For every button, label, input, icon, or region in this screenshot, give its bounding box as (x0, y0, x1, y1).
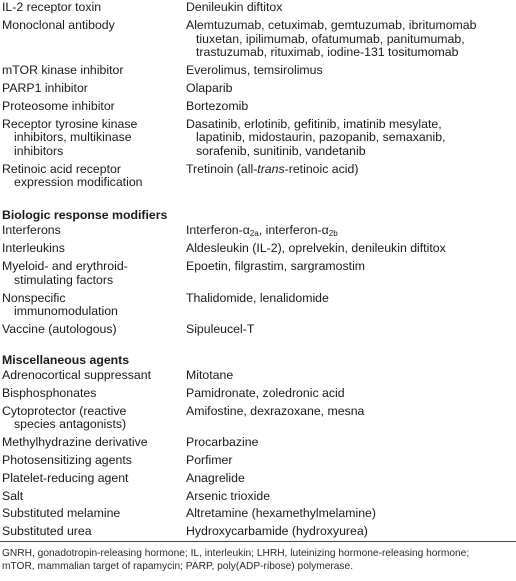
agents-text: Anagrelide (186, 470, 245, 485)
category-text: expression modification (14, 175, 143, 190)
row-agents (186, 19, 516, 60)
agents-text: Interferon-$\alpha_{2a}$, interferon-$\alpha_{2b}$ (186, 223, 338, 239)
row-category (0, 525, 186, 539)
agents-text: tiuxetan, ipilimumab, ofatumumab, panitumumab, (196, 31, 465, 46)
category-text: Retinoic acid receptor (2, 161, 121, 176)
agents-text: Aldesleukin (IL-2), oprelvekin, denileukin diftitox (186, 241, 446, 256)
category-text: Substituted melamine (2, 506, 121, 521)
row-agents (186, 387, 516, 401)
category-text: mTOR kinase inhibitor (2, 63, 124, 78)
category-text: Cytoprotector (reactive (2, 403, 127, 418)
table-row (0, 82, 516, 96)
row-agents (186, 224, 516, 238)
table-row (0, 100, 516, 114)
table-row (0, 1, 516, 15)
agents-text: Alemtuzumab, cetuximab, gemtuzumab, ibritumomab (186, 17, 477, 32)
category-text: Myeloid- and erythroid- (2, 259, 128, 274)
agents-text: Sipuleucel-T (186, 322, 255, 337)
section-biologic-response-modifiers (0, 208, 516, 336)
row-agents (186, 163, 516, 190)
category-text: inhibitors (14, 143, 64, 158)
row-agents (186, 507, 516, 521)
agents-text: Denileukin diftitox (186, 0, 283, 14)
agents-text: Everolimus, temsirolimus (186, 63, 323, 78)
table-row (0, 454, 516, 468)
row-category (0, 100, 186, 114)
row-agents (186, 292, 516, 319)
table-row (0, 405, 516, 432)
row-category (0, 387, 186, 401)
row-category (0, 82, 186, 96)
category-text: inhibitors, multikinase (14, 130, 132, 145)
agents-text: Epoetin, filgrastim, sargramostim (186, 259, 366, 274)
agents-text: Arsenic trioxide (186, 488, 271, 503)
table-row (0, 323, 516, 337)
agents-text: Bortezomib (186, 98, 249, 113)
category-text: Methylhydrazine derivative (2, 435, 148, 450)
row-agents (186, 454, 516, 468)
table-row (0, 490, 516, 504)
section-miscellaneous-agents (0, 353, 516, 539)
row-category (0, 323, 186, 337)
category-text: Interleukins (2, 241, 65, 256)
row-category (0, 472, 186, 486)
row-agents (186, 1, 516, 15)
footnote-line: GNRH, gonadotropin-releasing hormone; IL, interleukin; LHRH, luteinizing hormone-releasing hormone; (2, 548, 470, 559)
row-agents (186, 525, 516, 539)
row-agents (186, 405, 516, 432)
row-agents (186, 436, 516, 450)
agents-text: Tretinoin (all-trans-retinoic acid) (186, 161, 359, 176)
category-text: Platelet-reducing agent (2, 470, 129, 485)
category-text: IL-2 receptor toxin (2, 0, 102, 14)
category-text: Bisphosphonates (2, 385, 97, 400)
category-text: PARP1 inhibitor (2, 81, 88, 96)
agents-text: Pamidronate, zoledronic acid (186, 385, 345, 400)
table-row (0, 292, 516, 319)
agents-text: Olaparib (186, 81, 233, 96)
table-row (0, 369, 516, 383)
agents-text: Mitotane (186, 368, 234, 383)
table-row (0, 472, 516, 486)
row-agents (186, 260, 516, 287)
category-text: species antagonists) (14, 417, 127, 432)
table-row (0, 242, 516, 256)
row-category (0, 1, 186, 15)
row-category (0, 163, 186, 190)
row-agents (186, 472, 516, 486)
row-agents (186, 100, 516, 114)
row-category (0, 490, 186, 504)
table-row (0, 163, 516, 190)
agents-text: lapatinib, midostaurin, pazopanib, semaxanib, (196, 130, 446, 145)
row-category (0, 242, 186, 256)
category-text: Photosensitizing agents (2, 453, 132, 468)
row-category (0, 260, 186, 287)
footnote-line: mTOR, mammalian target of rapamycin; PARP, poly(ADP-ribose) polymerase. (2, 561, 354, 572)
agents-text: Thalidomide, lenalidomide (186, 290, 329, 305)
table-row (0, 387, 516, 401)
table-row (0, 436, 516, 450)
row-category (0, 454, 186, 468)
category-text: Salt (2, 488, 24, 503)
row-category (0, 405, 186, 432)
category-text: Adrenocortical suppressant (2, 368, 152, 383)
agents-text: sorafenib, sunitinib, vandetanib (196, 143, 366, 158)
row-category (0, 507, 186, 521)
row-category (0, 19, 186, 60)
category-text: Receptor tyrosine kinase (2, 116, 138, 131)
row-category (0, 369, 186, 383)
category-text: immunomodulation (14, 304, 118, 319)
category-text: Nonspecific (2, 290, 66, 305)
footnote-divider (0, 541, 516, 542)
category-text: stimulating factors (14, 272, 114, 287)
row-agents (186, 118, 516, 159)
agents-text: Procarbazine (186, 435, 259, 450)
row-agents (186, 323, 516, 337)
agents-text: Altretamine (hexamethylmelamine) (186, 506, 376, 521)
table-footnote (2, 547, 514, 573)
row-category (0, 436, 186, 450)
table-row (0, 118, 516, 159)
agents-text: Dasatinib, erlotinib, gefitinib, imatinib mesylate, (186, 116, 442, 131)
agents-text: Porfimer (186, 453, 233, 468)
agents-text: Amifostine, dexrazoxane, mesna (186, 403, 365, 418)
category-text: Vaccine (autologous) (2, 322, 117, 337)
row-category (0, 224, 186, 238)
table-row (0, 507, 516, 521)
category-text: Proteosome inhibitor (2, 98, 115, 113)
section-heading: Biologic response modifiers (2, 208, 168, 223)
row-category (0, 118, 186, 159)
section-heading: Miscellaneous agents (2, 353, 130, 368)
row-agents (186, 64, 516, 78)
row-agents (186, 82, 516, 96)
table-row (0, 224, 516, 238)
table-row (0, 64, 516, 78)
agents-text: Hydroxycarbamide (hydroxyurea) (186, 524, 368, 539)
row-category (0, 292, 186, 319)
category-text: Substituted urea (2, 524, 92, 539)
section-targeted-agents (0, 0, 516, 190)
row-agents (186, 490, 516, 504)
agents-text: trastuzumab, rituximab, iodine-131 tositumomab (196, 45, 459, 60)
row-agents (186, 369, 516, 383)
row-agents (186, 242, 516, 256)
category-text: Monoclonal antibody (2, 17, 115, 32)
row-category (0, 64, 186, 78)
table-row (0, 19, 516, 60)
table-row (0, 260, 516, 287)
table-row (0, 525, 516, 539)
category-text: Interferons (2, 223, 61, 238)
